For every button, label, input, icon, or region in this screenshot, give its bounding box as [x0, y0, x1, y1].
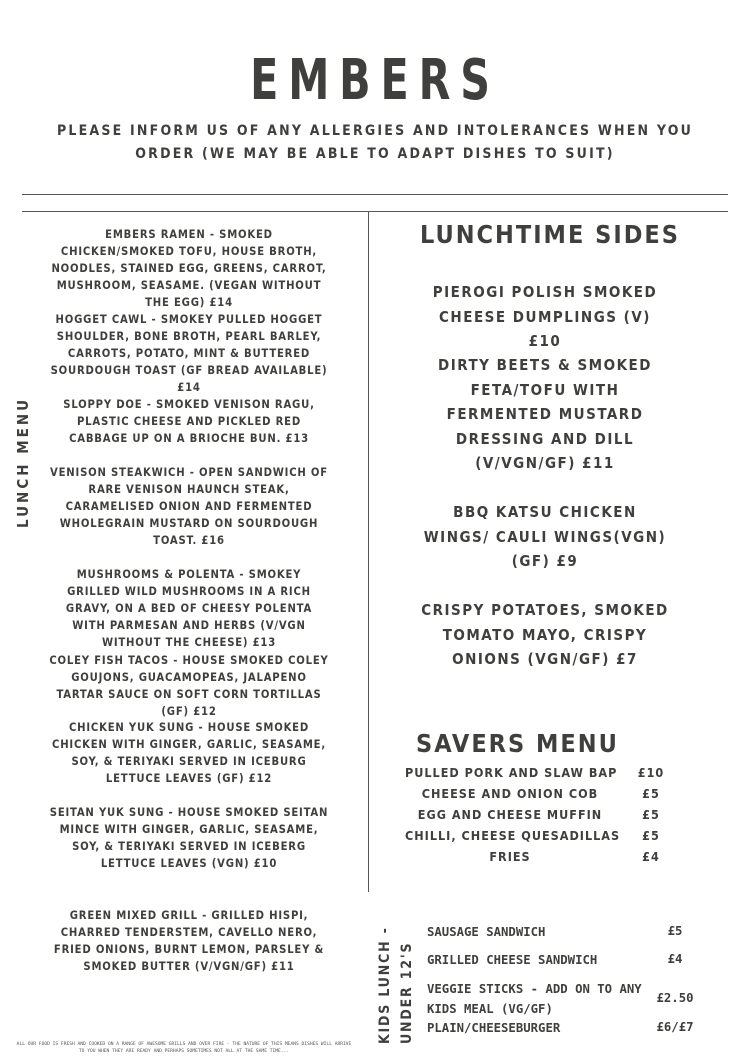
menu-item-coley-fish-tacos: COLEY FISH TACOS - HOUSE SMOKED COLEY GOUJONS, GUACAMOPEAS, JALAPENO TARTAR SAUCE ON SOFT CORN TORTILLAS (GF) £12	[49, 654, 329, 718]
kids-item-price: £4	[667, 952, 683, 966]
menu-item-venison-steakwich: VENISON STEAKWICH - OPEN SANDWICH OF RARE VENISON HAUNCH STEAK, CARAMELISED ONION AND FERMENTED WHOLEGRAIN MUSTARD ON SOURDOUGH TOAST. £16	[50, 466, 328, 547]
menu-item-embers-ramen: EMBERS RAMEN - SMOKED CHICKEN/SMOKED TOFU, HOUSE BROTH, NOODLES, STAINED EGG, GREENS, CARROT, MUSHROOM, SEASAME. (VEGAN WITHOUT THE EGG) £14	[51, 228, 327, 309]
divider-top	[22, 194, 728, 195]
divider-top-second	[22, 211, 728, 212]
lunch-menu-label: LUNCH MENU	[14, 396, 32, 528]
saver-row	[405, 828, 677, 849]
savers-title: SAVERS MENU	[416, 729, 619, 758]
saver-row	[405, 786, 677, 807]
saver-item-price: £5	[642, 828, 660, 843]
saver-item-name: FRIES	[489, 849, 531, 864]
menu-item-sloppy-doe: SLOPPY DOE - SMOKED VENISON RAGU, PLASTIC CHEESE AND PICKLED RED CABBAGE UP ON A BRIOCHE BUN. £13	[63, 398, 315, 445]
kids-item-name: VEGGIE STICKS - ADD ON TO ANY KIDS MEAL (VG/GF)	[427, 982, 642, 1016]
menu-item-hogget-cawl: HOGGET CAWL - SMOKEY PULLED HOGGET SHOULDER, BONE BROTH, PEARL BARLEY, CARROTS, POTATO, MINT & BUTTERED SOURDOUGH TOAST (GF BREAD AVAILABLE) £14	[50, 313, 328, 394]
saver-item-name: CHEESE AND ONION COB	[421, 786, 599, 801]
restaurant-title: EMBERS	[250, 48, 500, 113]
saver-item-price: £5	[642, 786, 660, 801]
footer-note: ALL OUR FOOD IS FRESH AND COOKED ON A RANGE OF AWESOME GRILLS AND OVER FIRE - THE NATURE OF THIS MEANS DISHES WILL ARRIVE TO YOU WHEN THEY ARE READY AND PERHAPS SOMETIMES NOT ALL AT THE SAME TIME...	[16, 1042, 352, 1054]
saver-item-price: £5	[642, 807, 660, 822]
menu-item-mushrooms-polenta: MUSHROOMS & POLENTA - SMOKEY GRILLED WILD MUSHROOMS IN A RICH GRAVY, ON A BED OF CHEESY POLENTA WITH PARMESAN AND HERBS (V/VGN WITHOUT THE CHEESE) £13	[65, 568, 313, 649]
saver-item-name: EGG AND CHEESE MUFFIN	[417, 807, 603, 822]
sides-title: LUNCHTIME SIDES	[420, 220, 680, 249]
saver-row	[405, 849, 677, 870]
kids-label-line2: UNDER 12'S	[399, 941, 415, 1044]
side-item-crispy-potatoes: CRISPY POTATOES, SMOKED TOMATO MAYO, CRISPY ONIONS (VGN/GF) £7	[421, 601, 669, 668]
saver-row	[405, 765, 677, 786]
kids-item-name: GRILLED CHEESE SANDWICH	[427, 953, 598, 967]
kids-item-price: £2.50	[656, 991, 694, 1005]
kids-label-line1: KIDS LUNCH -	[377, 926, 393, 1044]
side-item-dirty-beets: DIRTY BEETS & SMOKED FETA/TOFU WITH FERMENTED MUSTARD DRESSING AND DILL (V/VGN/GF) £11	[438, 356, 652, 472]
saver-item-name: CHILLI, CHEESE QUESADILLAS	[405, 828, 621, 843]
saver-item-name: PULLED PORK AND SLAW BAP	[405, 765, 618, 780]
side-item-pierogi: PIEROGI POLISH SMOKED CHEESE DUMPLINGS (V) £10	[432, 283, 658, 350]
menu-item-seitan-yuk-sung: SEITAN YUK SUNG - HOUSE SMOKED SEITAN MINCE WITH GINGER, GARLIC, SEASAME, SOY, & TERIYAKI SERVED IN ICEBERG LETTUCE LEAVES (VGN) £10	[49, 806, 329, 870]
kids-menu-label	[374, 926, 418, 1044]
saver-item-price: £10	[637, 765, 665, 780]
column-divider	[368, 211, 369, 892]
kids-item-name: SAUSAGE SANDWICH	[427, 925, 546, 939]
saver-row	[405, 807, 677, 828]
menu-item-green-mixed-grill: GREEN MIXED GRILL - GRILLED HISPI, CHARRED TENDERSTEM, CAVELLO NERO, FRIED ONIONS, BURNT LEMON, PARSLEY & SMOKED BUTTER (V/VGN/GF) £11	[53, 909, 325, 973]
kids-item-name: PLAIN/CHEESEBURGER	[427, 1021, 561, 1035]
side-item-katsu-wings: BBQ KATSU CHICKEN WINGS/ CAULI WINGS(VGN) (GF) £9	[423, 503, 667, 570]
kids-item-price: £6/£7	[656, 1020, 694, 1034]
kids-item-price: £5	[667, 924, 683, 938]
menu-item-chicken-yuk-sung: CHICKEN YUK SUNG - HOUSE SMOKED CHICKEN WITH GINGER, GARLIC, SEASAME, SOY, & TERIYAKI SERVED IN ICEBURG LETTUCE LEAVES (GF) £12	[52, 721, 326, 785]
allergy-notice: PLEASE INFORM US OF ANY ALLERGIES AND INTOLERANCES WHEN YOU ORDER (WE MAY BE ABLE TO ADAPT DISHES TO SUIT)	[56, 123, 694, 162]
saver-item-price: £4	[642, 849, 660, 864]
